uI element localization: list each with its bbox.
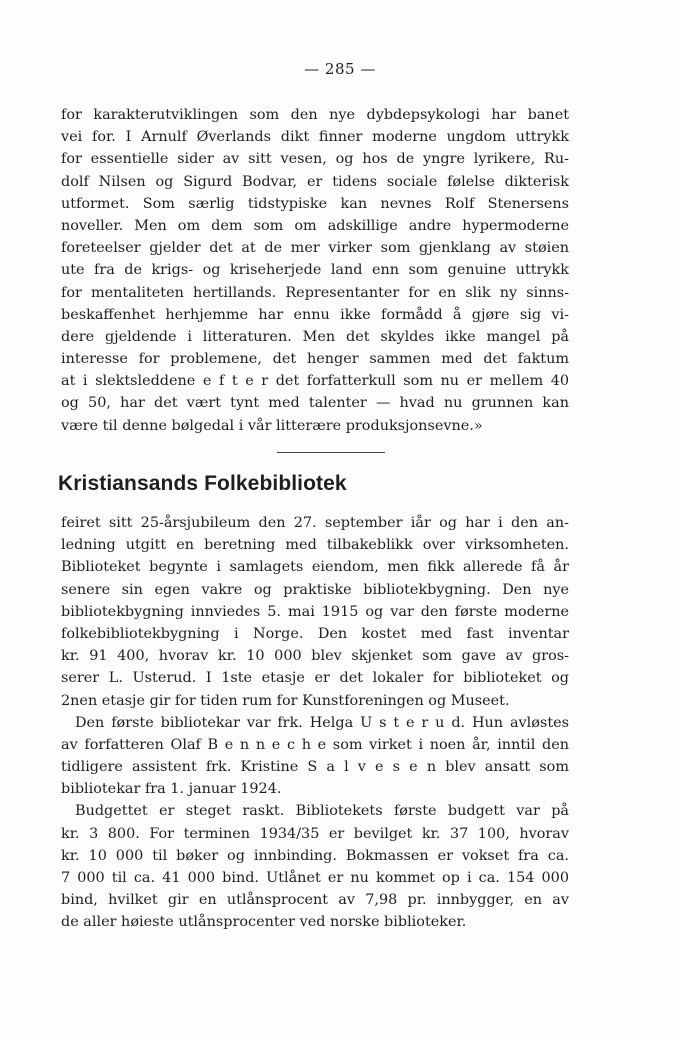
- text-line: vei for. I Arnulf Øverlands dikt finner moderne ungdom uttrykk: [61, 129, 569, 146]
- text-line: dere gjeldende i litteraturen. Men det skyldes ikke mangel på: [61, 328, 569, 345]
- text-line: Budgettet er steget raskt. Bibliotekets første budgett var på: [75, 803, 569, 820]
- text-line: dolf Nilsen og Sigurd Bodvar, er tidens sociale følelse dikterisk: [61, 173, 569, 190]
- text-line: av forfatteren Olaf B e n n e c h e som virket i noen år, inntil den: [61, 736, 569, 753]
- text-line: bind, hvilket gir en utlånsprocent av 7,98 pr. innbygger, en av: [61, 892, 569, 909]
- text-line: 7 000 til ca. 41 000 bind. Utlånet er nu kommet op i ca. 154 000: [61, 870, 569, 886]
- text-line: bibliotekar fra 1. januar 1924.: [61, 781, 282, 798]
- text-line: foreteelser gjelder det at de mer virker som gjenklang av støien: [61, 240, 569, 257]
- text-line: og 50, har det vært tynt med talenter — hvad nu grunnen kan: [61, 395, 569, 412]
- text-line: for essentielle sider av sitt vesen, og hos de yngre lyrikere, Ru-: [61, 151, 569, 168]
- text-line: for karakterutviklingen som den nye dybdepsykologi har banet: [61, 107, 569, 123]
- section-heading: Kristiansands Folkebibliotek: [58, 472, 347, 495]
- text-line: utformet. Som særlig tidstypiske kan nevnes Rolf Stenersens: [61, 195, 569, 212]
- text-line: feiret sitt 25-årsjubileum den 27. september iår og har i den an-: [61, 515, 569, 531]
- text-line: ute fra de krigs- og kriseherjede land enn som genuine uttrykk: [61, 262, 569, 279]
- text-line: noveller. Men om dem som om adskillige andre hypermoderne: [61, 217, 569, 234]
- section-divider: [277, 452, 385, 453]
- text-line: serer L. Usterud. I 1ste etasje er det lokaler for biblioteket og: [61, 670, 569, 687]
- text-line: 2nen etasje gir for tiden rum for Kunstforeningen og Museet.: [61, 692, 510, 709]
- text-line: Biblioteket begynte i samlagets eiendom, men fikk allerede få år: [61, 559, 569, 576]
- text-line: bibliotekbygning innviedes 5. mai 1915 og var den første moderne: [61, 603, 569, 620]
- text-line: folkebibliotekbygning i Norge. Den kostet med fast inventar: [61, 625, 569, 642]
- text-line: beskaffenhet herhjemme har ennu ikke formådd å gjøre sig vi-: [61, 306, 569, 323]
- paragraph-library: [61, 512, 569, 934]
- text-line: senere sin egen vakre og praktiske bibliotekbygning. Den nye: [61, 581, 569, 598]
- text-line: at i slektsleddene e f t e r det forfatterkull som nu er mellem 40: [61, 373, 569, 390]
- text-line: interesse for problemene, det henger sammen med det faktum: [61, 351, 569, 368]
- text-line: være til denne bølgedal i vår litterære produksjonsevne.»: [61, 417, 483, 434]
- text-line: kr. 10 000 til bøker og innbinding. Bokmassen er vokset fra ca.: [61, 847, 569, 864]
- text-line: tidligere assistent frk. Kristine S a l v e s e n blev ansatt som: [61, 759, 569, 776]
- text-line: for mentaliteten hertillands. Representanter for en slik ny sinns-: [61, 284, 569, 301]
- page-number: — 285 —: [304, 60, 376, 78]
- text-line: kr. 3 800. For terminen 1934/35 er bevilget kr. 37 100, hvorav: [61, 825, 569, 842]
- text-line: de aller høieste utlånsprocenter ved norske biblioteker.: [61, 914, 467, 931]
- text-line: Den første bibliotekar var frk. Helga U s t e r u d. Hun avløstes: [75, 714, 569, 731]
- paragraph-literature: [61, 104, 569, 437]
- text-line: ledning utgitt en beretning med tilbakeblikk over virksomheten.: [61, 537, 569, 554]
- text-line: kr. 91 400, hvorav kr. 10 000 blev skjenket som gave av gros-: [61, 648, 569, 665]
